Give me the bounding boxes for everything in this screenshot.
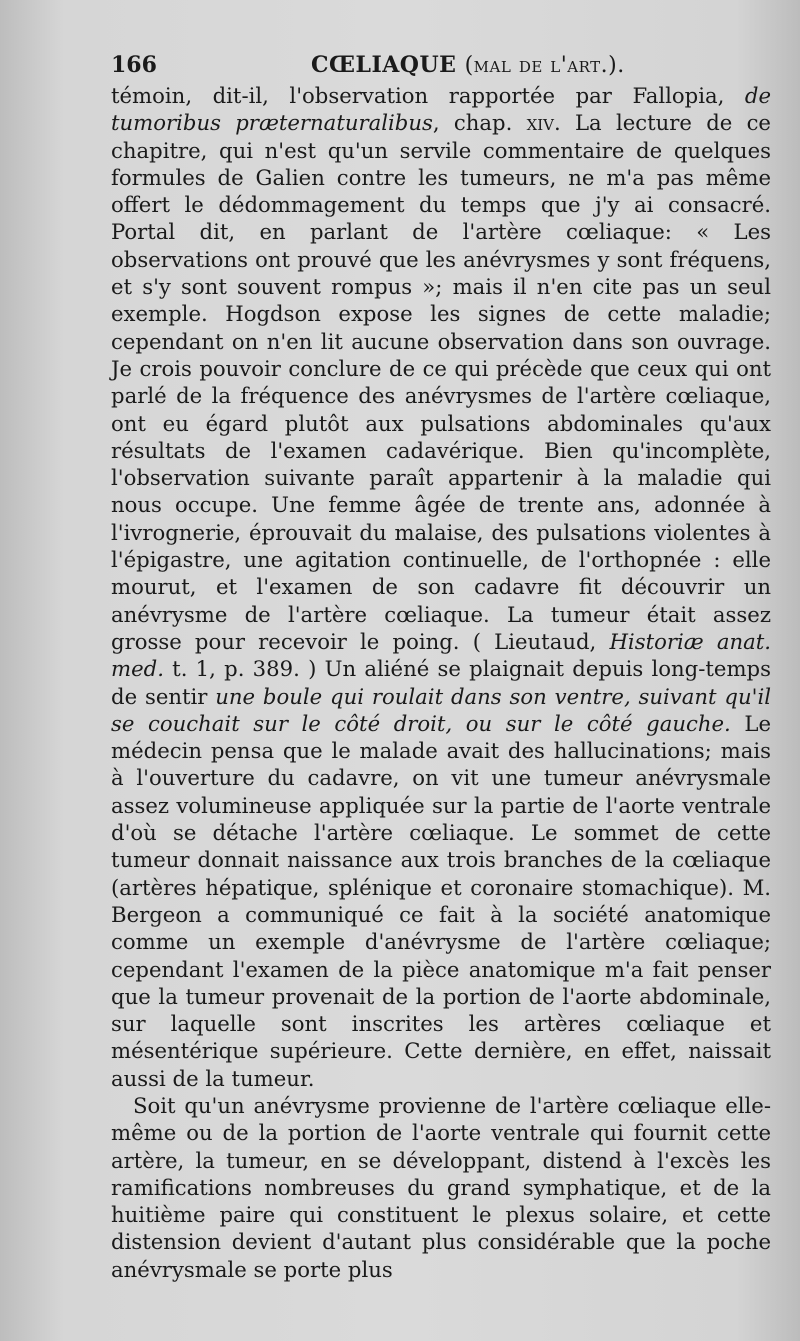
paragraph-1 (111, 82, 771, 1092)
text-run: Le médecin pensa que le malade avait des hallucinations; mais à l'ouverture du cadavre, on vit une tumeur anévrysmale assez volumineuse appliquée sur la partie de l'aorte ventrale d'où se détache l'artère cœliaque. Le sommet de cette tumeur donnait naissance aux trois branches de la cœliaque (artères hépatique, splénique et coronaire stomachique). M. Bergeon a communiqué ce fait à la société anatomique comme un exemple d'anévrysme de l'artère cœliaque; cependant l'examen de la pièce anatomique m'a fait penser que la tumeur provenait de la portion de l'aorte abdominale, sur laquelle sont inscrites les artères cœliaque et mésentérique supérieure. Cette dernière, en effet, naissait aussi de la tumeur. (111, 710, 771, 1091)
running-head-subtitle: (mal de l'art.). (464, 53, 625, 78)
body-text (111, 82, 771, 1283)
italic-quote: une boule qui roulait dans son ventre, suivant qu'il se couchait sur le côté droit, ou sur le côté gauche. (111, 683, 771, 736)
running-head-title: CŒLIAQUE (311, 52, 457, 78)
text-run: t. 1, p. 389. ) Un aliéné se plaignait depuis long-temps de sentir (111, 656, 771, 709)
page-number: 166 (111, 52, 157, 78)
page-header (111, 52, 771, 84)
paragraph-2: Soit qu'un anévrysme provienne de l'artère cœliaque elle-même ou de la portion de l'aorte ventrale qui fournit cette artère, la tumeur, en se développant, distend à l'excès les ramifications nombreuses du grand symphatique, et de la huitième paire qui constituent le plexus solaire, et cette distension devient d'autant plus considérable que la poche anévrysmale se porte plus (111, 1092, 771, 1282)
chapter-number: xiv (526, 110, 554, 136)
text-run: . La lecture de ce chapitre, qui n'est qu'un servile commentaire de quelques formules de Galien contre les tumeurs, ne m'a pas même offert le dédommagement du temps que j'y ai consacré. Portal dit, en parlant de l'artère cœliaque: « Les observations ont prouvé que les anévrysmes y sont fréquens, et s'y sont souvent rompus »; mais il n'en cite pas un seul exemple. Hogdson expose les signes de cette maladie; cependant on n'en lit aucune observation dans son ouvrage. Je crois pouvoir conclure de ce qui précède que ceux qui ont parlé de la fréquence des anévrysmes de l'artère cœliaque, ont eu égard plutôt aux pulsations abdominales qu'aux résultats de l'examen cadavérique. Bien qu'incomplète, l'observation suivante paraît appartenir à la maladie qui nous occupe. Une femme âgée de trente ans, adonnée à l'ivrognerie, éprouvait du malaise, des pulsations violentes à l'épigastre, une agitation continuelle, de l'orthopnée : elle mourut, et l'examen de son cadavre fit découvrir un anévrysme de l'artère cœliaque. La tumeur était assez grosse pour recevoir le poing. ( Lieutaud, (111, 110, 771, 654)
text-run: témoin, dit-il, l'observation rapportée par Fallopia, (111, 83, 745, 108)
running-head (311, 52, 625, 78)
text-run: , chap. (432, 110, 527, 136)
italic-citation: de tumoribus præternaturalibus (111, 83, 771, 136)
italic-citation: Historiæ anat. med. (111, 628, 771, 682)
